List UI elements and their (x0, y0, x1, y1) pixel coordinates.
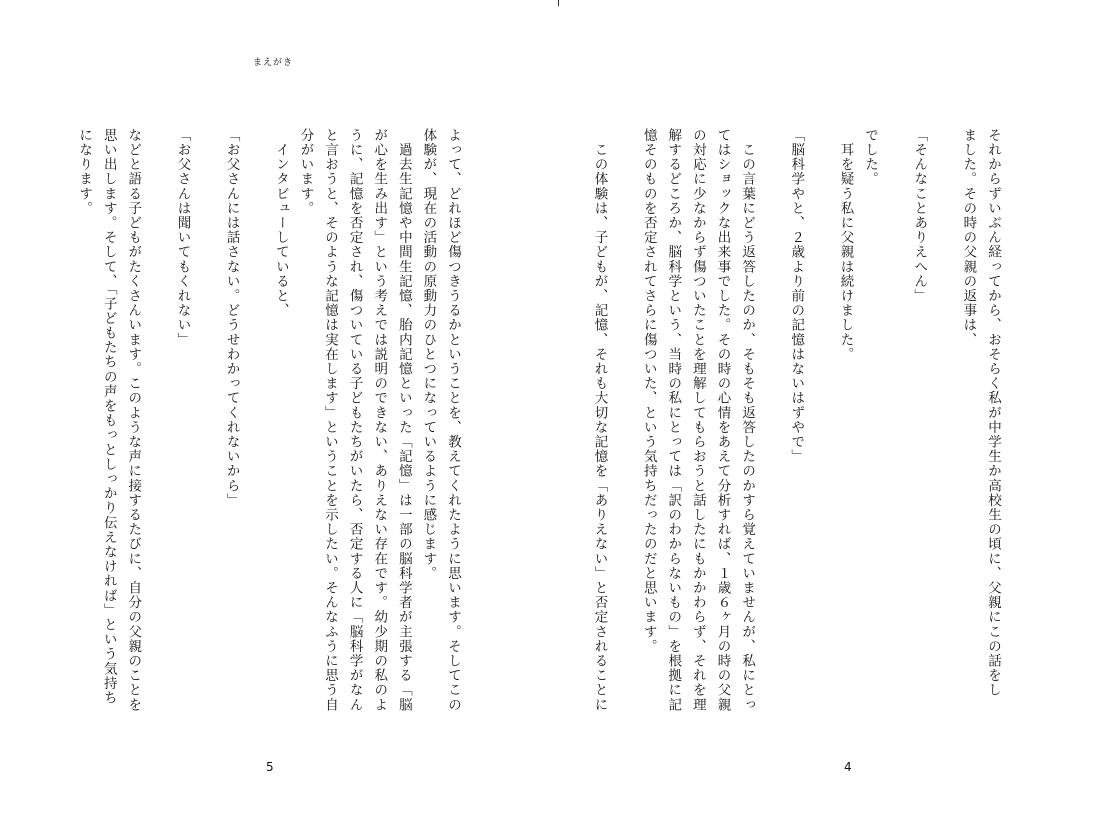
right-page (558, 0, 1117, 826)
right-page-body-text: それからずいぶん経ってから、おそらく私が中学生か高校生の頃に、父親にこの話をし ました。その時の父親の返事は、 「そんなことありえへん」 でした。 耳を疑う私に父親は続けました。 「脳科学やと、２歳より前の記憶はないはずやで」 この言葉にどう返答したのか、そもそも返答したのかすら覚えていませんが、私にとっ てはショックな出来事でした。その時の心情をあえて分析すれば、１歳６ヶ月の時の父親 の対応に少なからず傷ついたことを理解してもらおうと話したにもかかわらず、それを理 解するどころか、脳科学という、当時の私にとっては「訳のわからないもの」を根拠に記 憶そのものを否定されてさらに傷ついた、という気持ちだったのだと思います。 この体験は、子どもが、記憶、それも大切な記憶を「ありえない」と否定されることに (591, 128, 1001, 712)
left-page-number: 5 (266, 760, 274, 774)
left-page (0, 0, 558, 826)
left-page-body-text: よって、どれほど傷つきうるかということを、教えてくれたように思います。そしてこの 体験が、現在の活動の原動力のひとつになっているように感じます。 過去生記憶や中間生記憶、胎内記憶といった「記憶」は一部の脳科学者が主張する「脳 が心を生み出す」という考えでは説明のできない、ありえない存在です。幼少期の私のよ うに、記憶を否定され、傷ついている子どもたちがいたら、否定する人に「脳科学がなん と言おうと、そのような記憶は実在します」ということを示したい。そんなふうに思う自 分がいます。 インタビューしていると、 「お父さんには話さない。どうせわかってくれないから」 「お父さんは聞いてもくれない」 などと語る子どもがたくさんいます。このような声に接するたびに、自分の父親のことを 思い出します。そして、「子どもたちの声をもっとしっかり伝えなければ」という気持ち になります。 (76, 128, 461, 712)
running-head: まえがき (253, 58, 294, 68)
right-page-number: 4 (844, 760, 852, 774)
